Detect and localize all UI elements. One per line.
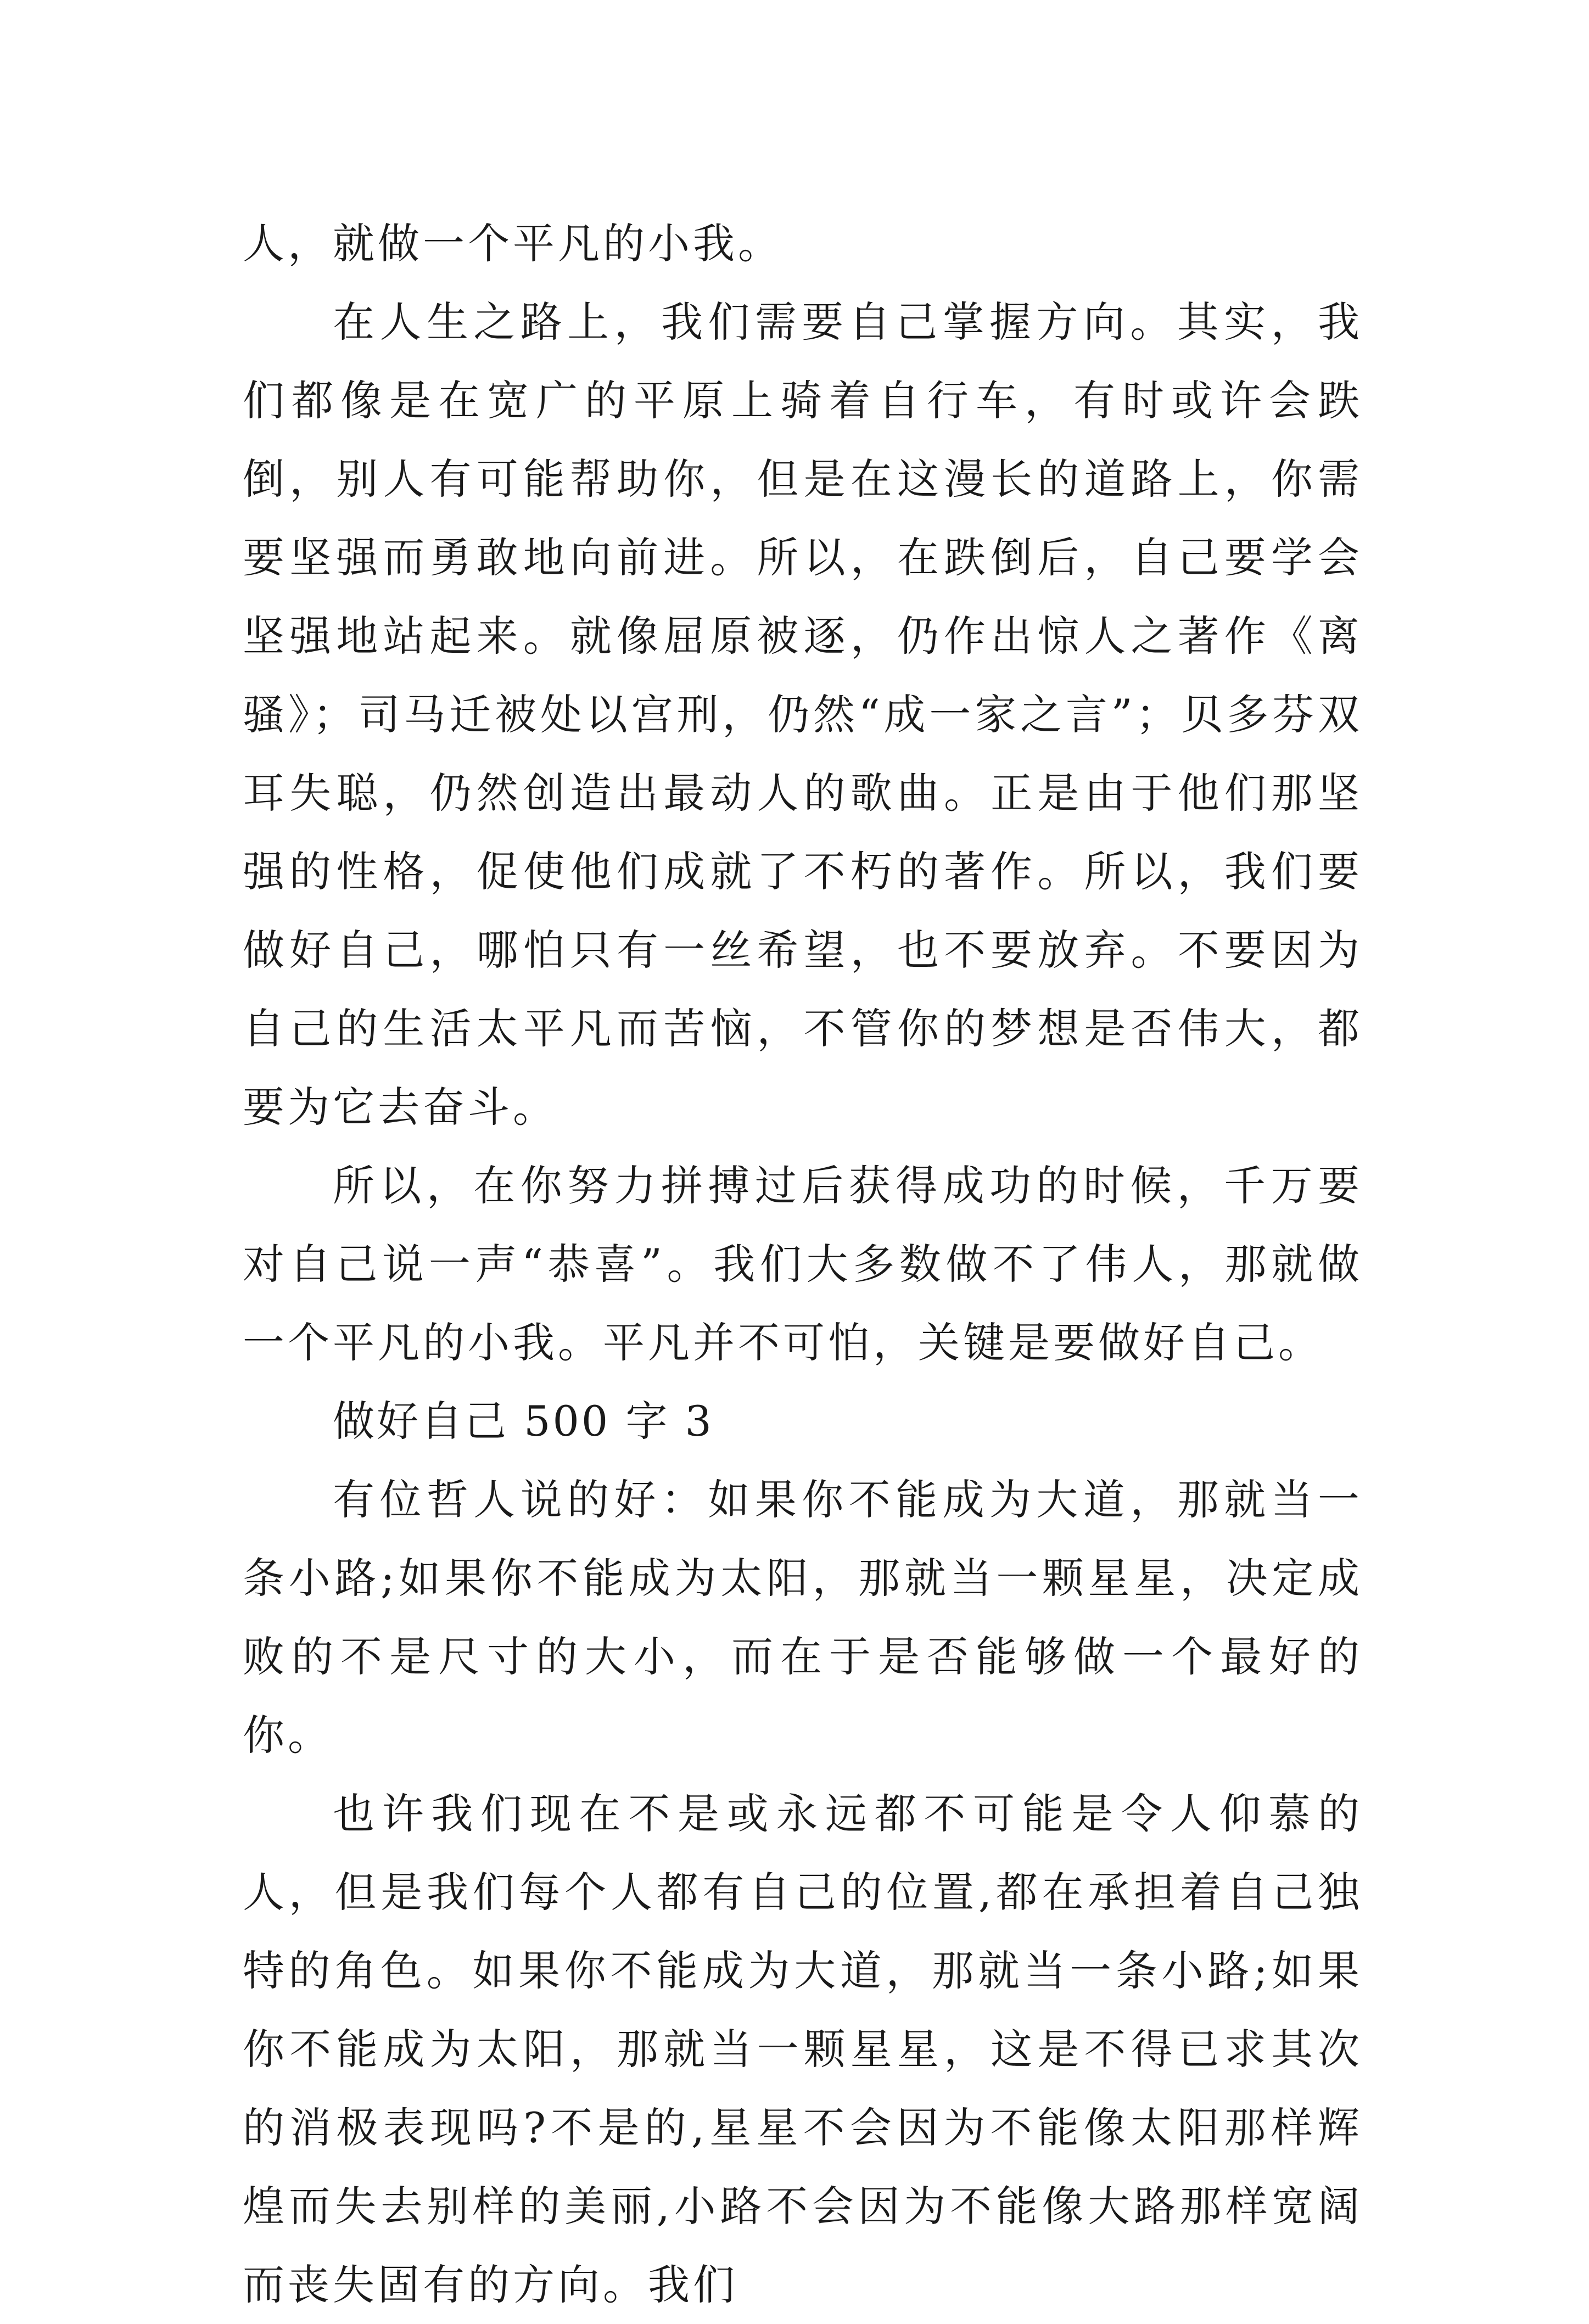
- paragraph-life-path: 在人生之路上，我们需要自己掌握方向。其实，我们都像是在宽广的平原上骑着自行车，有时或许会跌倒，别人有可能帮助你，但是在这漫长的道路上，你需要坚强而勇敢地向前进。所以，在跌倒后，自己要学会坚强地站起来。就像屈原被逐，仍作出惊人之著作《离骚》；司马迁被处以宫刑，仍然“成一家之言”；贝多芬双耳失聪，仍然创造出最动人的歌曲。正是由于他们那坚强的性格，促使他们成就了不朽的著作。所以，我们要做好自己，哪怕只有一丝希望，也不要放弃。不要因为自己的生活太平凡而苦恼，不管你的梦想是否伟大，都要为它去奋斗。: [243, 298, 1363, 1132]
- paragraph-philosopher-quote: 有位哲人说的好：如果你不能成为大道，那就当一条小路;如果你不能成为太阳，那就当一颗星星，决定成败的不是尺寸的大小，而在于是否能够做一个最好的你。: [243, 1475, 1363, 1760]
- document-body: [243, 204, 1363, 2324]
- paragraph-congratulations: 所以，在你努力拼搏过后获得成功的时候，千万要对自己说一声“恭喜”。我们大多数做不了伟人，那就做一个平凡的小我。平凡并不可怕，关键是要做好自己。: [243, 1161, 1363, 1367]
- paragraph-own-position: 也许我们现在不是或永远都不可能是令人仰慕的人，但是我们每个人都有自己的位置,都在承担着自己独特的角色。如果你不能成为大道，那就当一条小路;如果你不能成为太阳，那就当一颗星星，这是不得已求其次的消极表现吗?不是的,星星不会因为不能像太阳那样辉煌而失去别样的美丽,小路不会因为不能像大路那样宽阔而丧失固有的方向。我们: [243, 1789, 1363, 2309]
- section-heading: 做好自己 500 字 3: [333, 1397, 714, 1446]
- paragraph-continuation: 人，就做一个平凡的小我。: [243, 219, 783, 268]
